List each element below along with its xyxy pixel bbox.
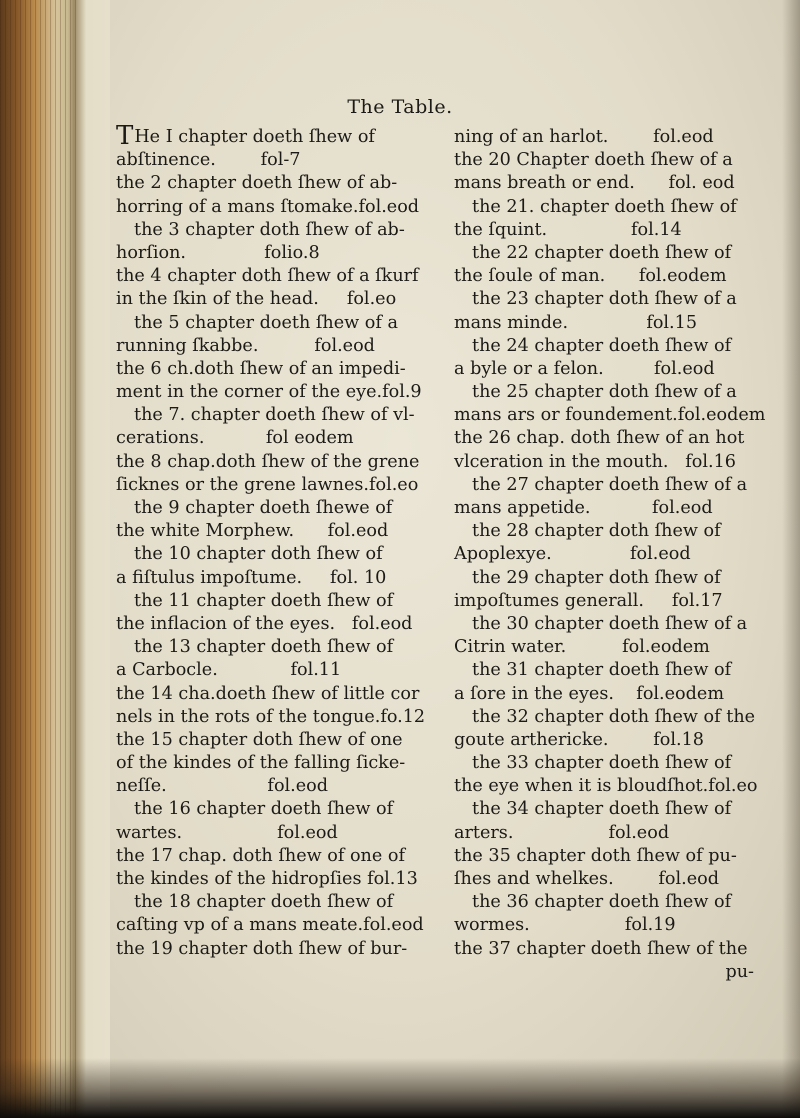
table-entry-line <box>454 752 776 775</box>
entry-text: the 18 chapter doeth ſhew of <box>134 892 394 913</box>
entry-text: the inflacion of the eyes. fol.eod <box>116 613 413 634</box>
table-entry-line <box>454 312 776 335</box>
table-entry-line <box>454 265 776 288</box>
table-entry-line <box>116 683 434 706</box>
table-entry-line <box>116 590 434 613</box>
table-entry-line <box>454 567 776 590</box>
table-entry-line <box>454 288 776 311</box>
entry-text: the 34 chapter doeth ſhew of <box>472 799 732 820</box>
entry-text: in the ſkin of the head. fol.eo <box>116 289 397 310</box>
table-entry-line <box>116 543 434 566</box>
table-entry-line <box>116 729 434 752</box>
table-entry-line <box>116 706 434 729</box>
entry-text: of the kindes of the falling ſicke- <box>116 753 406 774</box>
entry-text: wormes. fol.19 <box>454 915 676 936</box>
entry-text: neſſe. fol.eod <box>116 776 329 797</box>
entry-text: the 10 chapter doth ſhew of <box>134 544 383 565</box>
table-entry-line <box>454 149 776 172</box>
table-entry-line <box>116 404 434 427</box>
entry-text: ſhes and whelkes. fol.eod <box>454 869 720 889</box>
entry-text: the 28 chapter doth ſhew of <box>472 521 721 542</box>
table-entry-line <box>116 775 434 798</box>
table-entry-line <box>454 427 776 450</box>
table-entry-line <box>454 381 776 404</box>
entry-text: the 32 chapter doth ſhew of the <box>472 706 756 727</box>
entry-text: the 21. chapter doeth ſhew of <box>472 196 737 217</box>
table-entry-line <box>116 798 434 821</box>
table-entry-line <box>454 404 776 427</box>
entry-text: ning of an harlot. fol.eod <box>454 127 714 147</box>
table-entry-line <box>454 358 776 381</box>
entry-text: wartes. fol.eod <box>116 822 338 843</box>
table-right-column <box>454 126 776 984</box>
table-entry-line <box>454 196 776 219</box>
table-entry-line <box>454 729 776 752</box>
entry-text: the 30 chapter doeth ſhew of a <box>472 613 748 634</box>
entry-text: ſicknes or the grene lawnes.fol.eo <box>116 474 419 495</box>
table-entry-line <box>116 219 434 242</box>
entry-text: the 36 chapter doeth ſhew of <box>472 892 732 913</box>
entry-text: ment in the corner of the eye.fol.9 <box>116 382 422 403</box>
entry-text: the 5 chapter doeth ſhew of a <box>134 312 398 333</box>
entry-text: arters. fol.eod <box>454 822 670 843</box>
table-entry-line <box>116 196 434 219</box>
entry-text: the 16 chapter doeth ſhew of <box>134 799 394 820</box>
table-entry-line <box>116 520 434 543</box>
table-entry-line <box>454 126 776 149</box>
table-entry-line <box>454 683 776 706</box>
entry-text: the 11 chapter doeth ſhew of <box>134 590 394 611</box>
table-entry-line <box>116 451 434 474</box>
table-entry-line <box>454 497 776 520</box>
entry-text: the 31 chapter doeth ſhew of <box>472 660 732 681</box>
table-entry-line <box>116 474 434 497</box>
entry-text: caſting vp of a mans meate.fol.eod <box>116 915 424 936</box>
entry-text: Citrin water. fol.eodem <box>454 637 710 658</box>
table-entry-line <box>116 636 434 659</box>
entry-text: Apoplexye. fol.eod <box>454 544 691 565</box>
table-entry-line <box>116 613 434 636</box>
table-entry-line <box>116 659 434 682</box>
entry-text: the 29 chapter doth ſhew of <box>472 567 721 588</box>
entry-text: the 22 chapter doeth ſhew of <box>472 242 732 263</box>
entry-text: goute arthericke. fol.18 <box>454 729 704 750</box>
entry-text: the 37 chapter doeth ſhew of the <box>454 938 748 959</box>
running-header: The Table. <box>347 96 453 118</box>
table-entry-line <box>116 891 434 914</box>
table-entry-line <box>116 427 434 450</box>
entry-text: the ſquint. fol.14 <box>454 219 682 240</box>
table-entry-line <box>116 938 434 961</box>
table-entry-line <box>116 822 434 845</box>
entry-text: the kindes of the hidropſies fol.13 <box>116 869 418 889</box>
entry-text: the 23 chapter doth ſhew of a <box>472 289 737 310</box>
entry-text: the 19 chapter doth ſhew of bur- <box>116 938 408 959</box>
table-entry-line <box>454 798 776 821</box>
table-entry-line <box>116 845 434 868</box>
entry-text: running ſkabbe. fol.eod <box>116 335 375 356</box>
table-entry-line <box>116 312 434 335</box>
entry-text: the 24 chapter doeth ſhew of <box>472 335 732 356</box>
table-entry-line <box>454 775 776 798</box>
table-entry-line <box>454 706 776 729</box>
table-entry-line <box>116 149 434 172</box>
catchword <box>454 961 776 984</box>
entry-text: a Carbocle. fol.11 <box>116 660 342 681</box>
entry-text: the 27 chapter doeth ſhew of a <box>472 474 748 495</box>
entry-text: the 4 chapter doth ſhew of a ſkurf <box>116 266 419 287</box>
table-entry-line <box>454 845 776 868</box>
table-entry-line <box>454 172 776 195</box>
table-entry-line <box>116 752 434 775</box>
table-entry-line <box>116 914 434 937</box>
table-entry-line <box>454 636 776 659</box>
table-entry-line <box>454 520 776 543</box>
table-entry-line <box>454 219 776 242</box>
table-entry-line <box>454 659 776 682</box>
table-entry-line <box>116 567 434 590</box>
drop-cap: T <box>116 121 134 151</box>
entry-text: horring of a mans ſtomake.fol.eod <box>116 196 420 217</box>
entry-text: the 20 Chapter doeth ſhew of a <box>454 150 733 171</box>
table-entry-line <box>116 121 434 151</box>
table-entry-line <box>454 822 776 845</box>
entry-text: a fiſtulus impoſtume. fol. 10 <box>116 567 387 588</box>
table-entry-line <box>454 938 776 961</box>
entry-text: impoſtumes generall. fol.17 <box>454 590 723 611</box>
entry-text: a byle or a felon. fol.eod <box>454 358 715 379</box>
table-entry-line <box>454 474 776 497</box>
table-entry-line <box>454 868 776 891</box>
table-entry-line <box>116 497 434 520</box>
entry-text: the 6 ch.doth ſhew of an impedi- <box>116 358 406 379</box>
entry-text: mans minde. fol.15 <box>454 312 698 333</box>
entry-text: the 17 chap. doth ſhew of one of <box>116 845 405 866</box>
entry-text: the 7. chapter doeth ſhew of vl- <box>134 405 415 426</box>
entry-text: the 13 chapter doeth ſhew of <box>134 637 394 658</box>
entry-text: the ſoule of man. fol.eodem <box>454 266 727 287</box>
entry-text: the 8 chap.doth ſhew of the grene <box>116 451 420 472</box>
table-entry-line <box>454 613 776 636</box>
entry-text: mans breath or end. fol. eod <box>454 173 735 194</box>
entry-text: the 3 chapter doth ſhew of ab- <box>134 219 405 240</box>
entry-text: the 33 chapter doeth ſhew of <box>472 753 732 774</box>
table-entry-line <box>454 590 776 613</box>
entry-text: mans appetide. fol.eod <box>454 498 713 518</box>
entry-text: a ſore in the eyes. fol.eodem <box>454 683 724 704</box>
table-entry-line <box>116 381 434 404</box>
entry-text: the white Morphew. fol.eod <box>116 521 389 542</box>
table-entry-line <box>454 242 776 265</box>
entry-text: abſtinence. fol-7 <box>116 150 301 171</box>
table-entry-line <box>454 543 776 566</box>
entry-text: nels in the rots of the tongue.fo.12 <box>116 706 426 727</box>
table-entry-line <box>116 868 434 891</box>
entry-text: the 35 chapter doth ſhew of pu- <box>454 845 737 866</box>
table-entry-line <box>116 358 434 381</box>
table-entry-line <box>116 242 434 265</box>
entry-text: the 26 chap. doth ſhew of an hot <box>454 428 745 449</box>
table-entry-line <box>454 451 776 474</box>
table-entry-line <box>116 172 434 195</box>
binding-texture <box>0 0 80 1118</box>
table-entry-line <box>116 335 434 358</box>
entry-text: He I chapter doeth ſhew of <box>134 127 375 147</box>
table-entry-line <box>454 335 776 358</box>
entry-text: vlceration in the mouth. fol.16 <box>454 451 736 472</box>
entry-text: the 2 chapter doeth ſhew of ab- <box>116 173 398 194</box>
entry-text: cerations. fol eodem <box>116 428 354 449</box>
page-right-edge <box>782 0 800 1118</box>
table-entry-line <box>454 914 776 937</box>
page-bottom-edge <box>0 1058 800 1118</box>
entry-text: the 9 chapter doeth ſhewe of <box>134 498 393 518</box>
table-entry-line <box>116 265 434 288</box>
entry-text: horſion. folio.8 <box>116 242 320 263</box>
entry-text: the 14 cha.doeth ſhew of little cor <box>116 683 420 704</box>
entry-text: the 15 chapter doth ſhew of one <box>116 729 403 750</box>
entry-text: pu- <box>725 961 754 982</box>
entry-text: the eye when it is bloudſhot.fol.eo <box>454 776 758 797</box>
table-left-column <box>116 121 434 961</box>
entry-text: mans ars or foundement.fol.eodem <box>454 405 766 426</box>
entry-text: the 25 chapter doth ſhew of a <box>472 382 737 403</box>
table-entry-line <box>116 288 434 311</box>
table-entry-line <box>454 891 776 914</box>
